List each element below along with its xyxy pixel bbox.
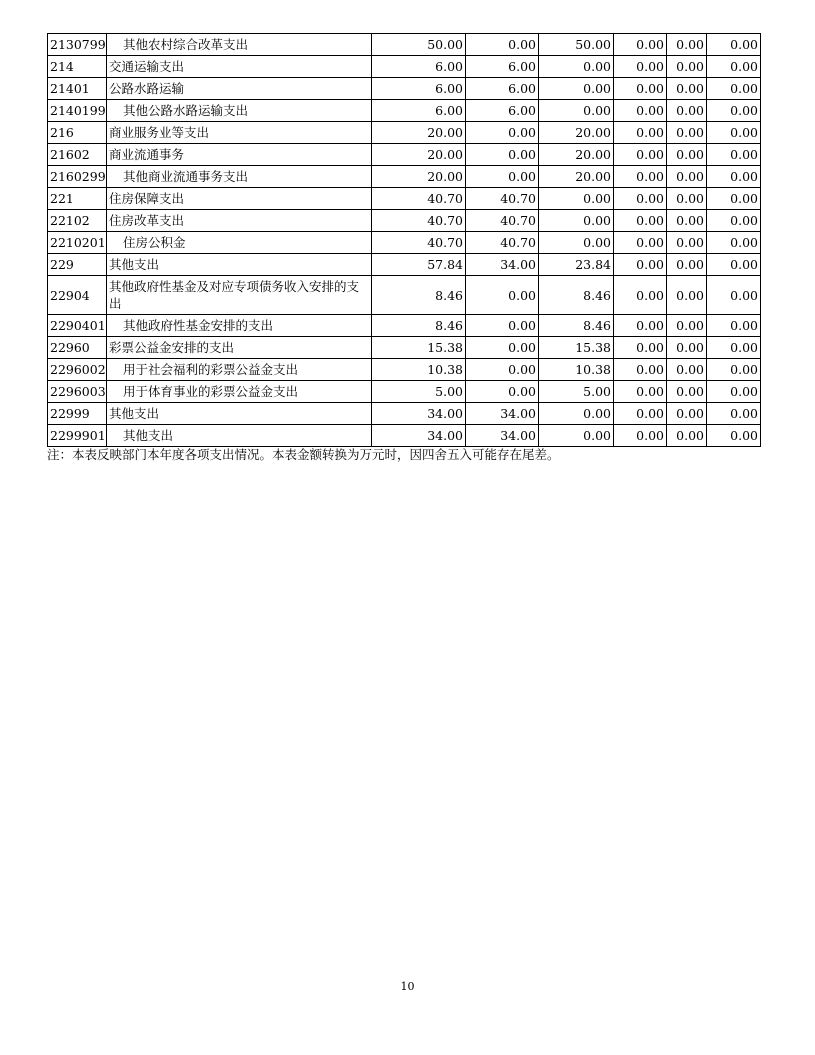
- cell-total: 20.00: [372, 122, 466, 144]
- cell-name: 其他支出: [107, 254, 372, 276]
- cell-project: 20.00: [539, 122, 614, 144]
- cell-total: 34.00: [372, 425, 466, 447]
- cell-value-5: 0.00: [667, 254, 707, 276]
- cell-value-5: 0.00: [667, 210, 707, 232]
- cell-code: 22904: [48, 276, 107, 315]
- table-row: [48, 337, 761, 359]
- cell-value-5: 0.00: [667, 381, 707, 403]
- cell-basic: 34.00: [466, 425, 539, 447]
- cell-total: 8.46: [372, 315, 466, 337]
- cell-code: 22999: [48, 403, 107, 425]
- cell-total: 10.38: [372, 359, 466, 381]
- cell-value-6: 0.00: [707, 56, 761, 78]
- cell-code: 2290401: [48, 315, 107, 337]
- cell-value-5: 0.00: [667, 122, 707, 144]
- cell-total: 57.84: [372, 254, 466, 276]
- cell-name: 商业流通事务: [107, 144, 372, 166]
- table-row: [48, 315, 761, 337]
- cell-name: 商业服务业等支出: [107, 122, 372, 144]
- cell-project: 0.00: [539, 425, 614, 447]
- cell-project: 15.38: [539, 337, 614, 359]
- cell-project: 0.00: [539, 188, 614, 210]
- cell-value-5: 0.00: [667, 315, 707, 337]
- table-note: 注：本表反映部门本年度各项支出情况。本表金额转换为万元时，因四舍五入可能存在尾差。: [47, 447, 560, 462]
- cell-value-4: 0.00: [614, 232, 667, 254]
- cell-name: 其他支出: [107, 403, 372, 425]
- cell-code: 22102: [48, 210, 107, 232]
- cell-value-6: 0.00: [707, 100, 761, 122]
- cell-basic: 0.00: [466, 315, 539, 337]
- table-row: [48, 100, 761, 122]
- cell-name: 公路水路运输: [107, 78, 372, 100]
- page-number: 10: [400, 980, 415, 993]
- cell-value-4: 0.00: [614, 403, 667, 425]
- cell-name: 用于体育事业的彩票公益金支出: [107, 381, 372, 403]
- cell-total: 6.00: [372, 78, 466, 100]
- cell-project: 10.38: [539, 359, 614, 381]
- cell-value-5: 0.00: [667, 78, 707, 100]
- cell-total: 50.00: [372, 34, 466, 56]
- cell-code: 2296003: [48, 381, 107, 403]
- cell-name: 彩票公益金安排的支出: [107, 337, 372, 359]
- cell-name: 其他公路水路运输支出: [107, 100, 372, 122]
- cell-code: 22960: [48, 337, 107, 359]
- cell-basic: 0.00: [466, 337, 539, 359]
- cell-value-5: 0.00: [667, 188, 707, 210]
- cell-name: 用于社会福利的彩票公益金支出: [107, 359, 372, 381]
- cell-value-5: 0.00: [667, 144, 707, 166]
- cell-value-6: 0.00: [707, 122, 761, 144]
- table-row: [48, 78, 761, 100]
- cell-basic: 40.70: [466, 232, 539, 254]
- cell-project: 0.00: [539, 56, 614, 78]
- cell-code: 2140199: [48, 100, 107, 122]
- cell-project: 0.00: [539, 100, 614, 122]
- cell-code: 2160299: [48, 166, 107, 188]
- table-row: [48, 210, 761, 232]
- cell-project: 23.84: [539, 254, 614, 276]
- cell-basic: 0.00: [466, 34, 539, 56]
- cell-project: 8.46: [539, 315, 614, 337]
- cell-project: 20.00: [539, 166, 614, 188]
- cell-value-5: 0.00: [667, 403, 707, 425]
- cell-value-5: 0.00: [667, 359, 707, 381]
- cell-project: 0.00: [539, 210, 614, 232]
- cell-value-5: 0.00: [667, 425, 707, 447]
- cell-value-6: 0.00: [707, 403, 761, 425]
- cell-value-4: 0.00: [614, 315, 667, 337]
- cell-total: 40.70: [372, 232, 466, 254]
- cell-total: 40.70: [372, 210, 466, 232]
- cell-total: 20.00: [372, 144, 466, 166]
- expenditure-table: [47, 33, 761, 447]
- table-body: [48, 34, 761, 447]
- cell-value-4: 0.00: [614, 381, 667, 403]
- cell-value-6: 0.00: [707, 381, 761, 403]
- cell-value-4: 0.00: [614, 254, 667, 276]
- cell-value-4: 0.00: [614, 34, 667, 56]
- cell-value-4: 0.00: [614, 337, 667, 359]
- cell-value-6: 0.00: [707, 425, 761, 447]
- cell-value-5: 0.00: [667, 100, 707, 122]
- table-row: [48, 144, 761, 166]
- cell-basic: 40.70: [466, 188, 539, 210]
- cell-value-6: 0.00: [707, 254, 761, 276]
- cell-code: 229: [48, 254, 107, 276]
- cell-value-5: 0.00: [667, 232, 707, 254]
- cell-value-6: 0.00: [707, 166, 761, 188]
- cell-code: 2210201: [48, 232, 107, 254]
- cell-name: 住房改革支出: [107, 210, 372, 232]
- table-row: [48, 381, 761, 403]
- cell-value-6: 0.00: [707, 78, 761, 100]
- table-row: [48, 425, 761, 447]
- cell-name: 其他商业流通事务支出: [107, 166, 372, 188]
- cell-basic: 0.00: [466, 166, 539, 188]
- cell-basic: 0.00: [466, 144, 539, 166]
- table-row: [48, 122, 761, 144]
- cell-total: 6.00: [372, 56, 466, 78]
- table-row: [48, 403, 761, 425]
- cell-total: 20.00: [372, 166, 466, 188]
- cell-value-5: 0.00: [667, 34, 707, 56]
- cell-value-6: 0.00: [707, 315, 761, 337]
- cell-value-5: 0.00: [667, 56, 707, 78]
- cell-value-4: 0.00: [614, 425, 667, 447]
- table-row: [48, 56, 761, 78]
- cell-name: 其他支出: [107, 425, 372, 447]
- cell-basic: 6.00: [466, 78, 539, 100]
- cell-value-5: 0.00: [667, 166, 707, 188]
- cell-name: 住房公积金: [107, 232, 372, 254]
- cell-code: 2130799: [48, 34, 107, 56]
- cell-value-4: 0.00: [614, 78, 667, 100]
- cell-value-6: 0.00: [707, 34, 761, 56]
- cell-value-6: 0.00: [707, 232, 761, 254]
- cell-basic: 6.00: [466, 56, 539, 78]
- cell-basic: 34.00: [466, 403, 539, 425]
- cell-value-4: 0.00: [614, 144, 667, 166]
- cell-value-5: 0.00: [667, 337, 707, 359]
- cell-basic: 34.00: [466, 254, 539, 276]
- table-row: [48, 232, 761, 254]
- cell-project: 8.46: [539, 276, 614, 315]
- cell-name: 其他政府性基金安排的支出: [107, 315, 372, 337]
- cell-code: 21602: [48, 144, 107, 166]
- cell-project: 5.00: [539, 381, 614, 403]
- table-row: [48, 166, 761, 188]
- cell-project: 0.00: [539, 232, 614, 254]
- cell-total: 8.46: [372, 276, 466, 315]
- cell-value-5: 0.00: [667, 276, 707, 315]
- cell-total: 6.00: [372, 100, 466, 122]
- cell-code: 216: [48, 122, 107, 144]
- cell-project: 0.00: [539, 403, 614, 425]
- cell-total: 5.00: [372, 381, 466, 403]
- cell-project: 50.00: [539, 34, 614, 56]
- cell-basic: 0.00: [466, 359, 539, 381]
- cell-value-6: 0.00: [707, 359, 761, 381]
- cell-value-4: 0.00: [614, 166, 667, 188]
- cell-basic: 0.00: [466, 122, 539, 144]
- cell-name: 交通运输支出: [107, 56, 372, 78]
- cell-value-4: 0.00: [614, 210, 667, 232]
- cell-value-4: 0.00: [614, 276, 667, 315]
- cell-basic: 40.70: [466, 210, 539, 232]
- cell-total: 40.70: [372, 188, 466, 210]
- cell-value-6: 0.00: [707, 276, 761, 315]
- cell-value-6: 0.00: [707, 337, 761, 359]
- cell-value-6: 0.00: [707, 210, 761, 232]
- cell-value-4: 0.00: [614, 122, 667, 144]
- cell-value-4: 0.00: [614, 56, 667, 78]
- cell-value-4: 0.00: [614, 359, 667, 381]
- table-row: [48, 254, 761, 276]
- cell-code: 214: [48, 56, 107, 78]
- table-row: [48, 188, 761, 210]
- table-row: [48, 34, 761, 56]
- cell-value-4: 0.00: [614, 100, 667, 122]
- cell-code: 2296002: [48, 359, 107, 381]
- cell-code: 2299901: [48, 425, 107, 447]
- cell-basic: 0.00: [466, 276, 539, 315]
- cell-basic: 6.00: [466, 100, 539, 122]
- cell-value-4: 0.00: [614, 188, 667, 210]
- cell-project: 0.00: [539, 78, 614, 100]
- cell-name: 住房保障支出: [107, 188, 372, 210]
- cell-value-6: 0.00: [707, 188, 761, 210]
- cell-basic: 0.00: [466, 381, 539, 403]
- cell-code: 21401: [48, 78, 107, 100]
- cell-name: 其他农村综合改革支出: [107, 34, 372, 56]
- cell-project: 20.00: [539, 144, 614, 166]
- cell-value-6: 0.00: [707, 144, 761, 166]
- cell-total: 15.38: [372, 337, 466, 359]
- cell-total: 34.00: [372, 403, 466, 425]
- cell-name: 其他政府性基金及对应专项债务收入安排的支出: [107, 276, 372, 315]
- cell-code: 221: [48, 188, 107, 210]
- table-row: [48, 276, 761, 315]
- table-row: [48, 359, 761, 381]
